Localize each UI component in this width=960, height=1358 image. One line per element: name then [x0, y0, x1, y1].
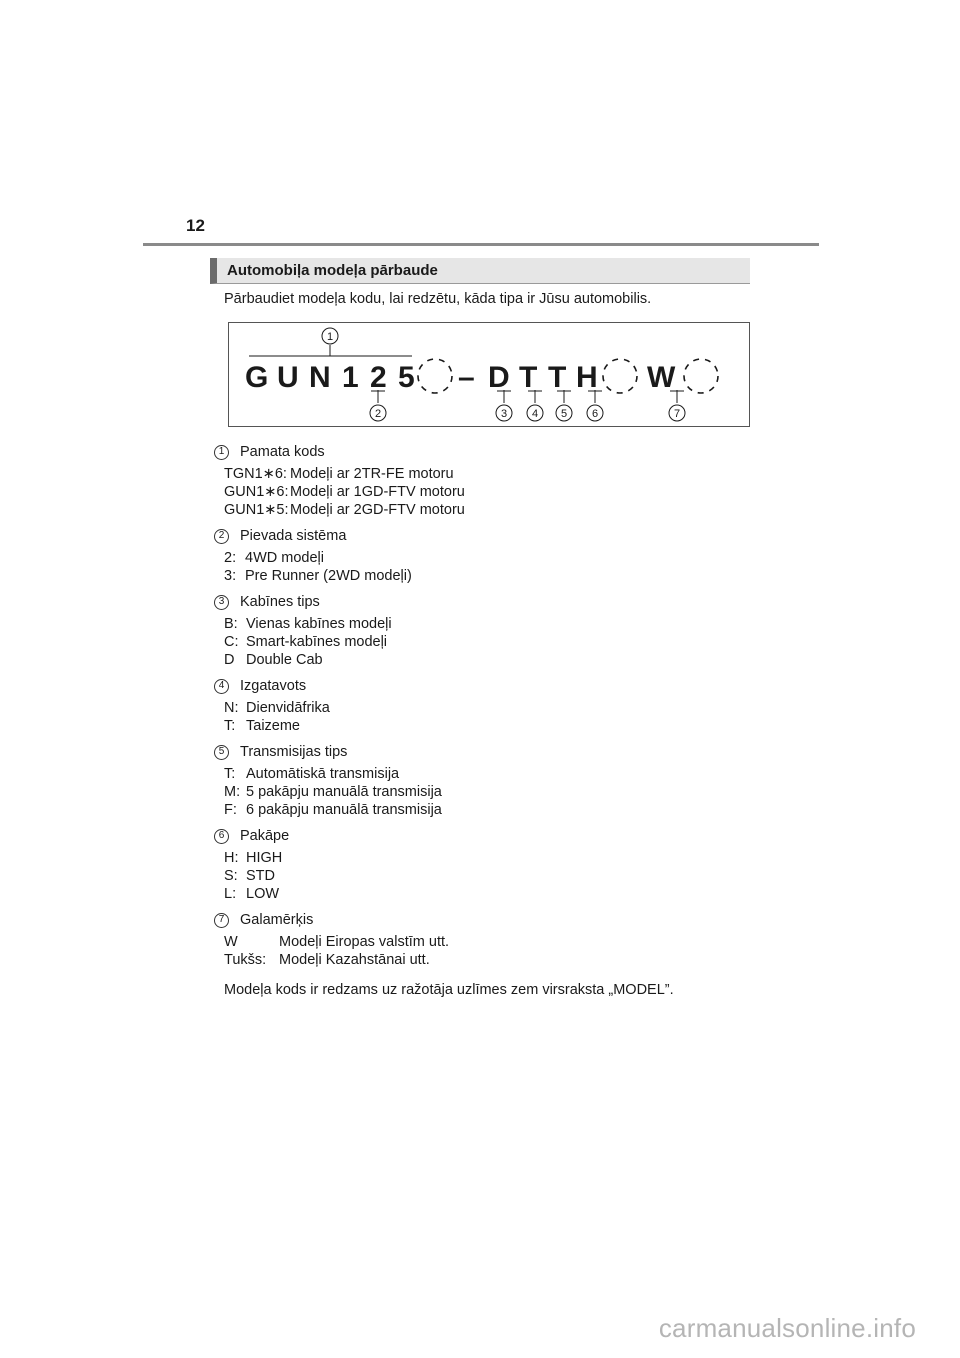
code-char-4: 1 [342, 361, 359, 394]
item-number-badge: 6 [214, 829, 229, 844]
item-title: Galamērķis [240, 912, 314, 928]
callout-1: 1 [326, 331, 334, 343]
item-title: Kabīnes tips [240, 594, 320, 610]
placeholder-circle-1 [418, 359, 452, 393]
list-item: W Modeļi Eiropas valstīm utt. [224, 934, 450, 950]
list-item: H: HIGH [224, 850, 283, 866]
code-char-d: D [488, 361, 510, 394]
item-destination [214, 910, 449, 970]
list-item: 3: Pre Runner (2WD modeļi) [224, 567, 412, 584]
list-item: L: LOW [224, 885, 280, 902]
item-title: Pamata kods [240, 444, 325, 460]
item-number-badge: 7 [214, 913, 229, 928]
header-divider [143, 243, 819, 246]
list-item: GUN1∗6: Modeļi ar 1GD-FTV motoru [224, 483, 465, 500]
item-number-badge: 2 [214, 529, 229, 544]
code-char-1: G [245, 361, 269, 394]
footer-note: Modeļa kods ir redzams uz ražotāja uzlīmes zem virsraksta „MODEL”. [224, 982, 674, 998]
watermark: carmanualsonline.info [658, 1313, 916, 1343]
item-manufactured [214, 676, 330, 736]
model-code-diagram [228, 322, 750, 427]
list-item: F: 6 pakāpju manuālā transmisija [224, 801, 442, 818]
item-cab-type [214, 592, 392, 669]
item-title: Izgatavots [240, 678, 307, 694]
item-number-badge: 5 [214, 745, 229, 760]
intro-text: Pārbaudiet modeļa kodu, lai redzētu, kāda tipa ir Jūsu automobilis. [224, 291, 652, 307]
callout-2: 2 [374, 408, 382, 420]
section-title: Automobiļa modeļa pārbaude [227, 262, 438, 279]
list-item: T: Automātiskā transmisija [224, 766, 400, 782]
item-number-badge: 3 [214, 595, 229, 610]
item-number-badge: 4 [214, 679, 229, 694]
callout-7: 7 [673, 408, 681, 420]
list-item: Tukšs: Modeļi Kazahstānai utt. [224, 951, 430, 968]
list-item: S: STD [224, 867, 275, 884]
code-char-w: W [647, 361, 676, 394]
list-item: TGN1∗6: Modeļi ar 2TR-FE motoru [224, 466, 454, 482]
code-char-3: N [309, 361, 331, 394]
page-number: 12 [186, 216, 205, 235]
list-item: D Double Cab [224, 651, 323, 668]
item-transmission-type [214, 742, 442, 819]
code-char-h: H [576, 361, 598, 394]
list-item: GUN1∗5: Modeļi ar 2GD-FTV motoru [224, 501, 465, 518]
placeholder-circle-2 [603, 359, 637, 393]
item-title: Pakāpe [240, 828, 290, 844]
code-char-t2: T [548, 361, 567, 394]
item-title: Transmisijas tips [240, 744, 348, 760]
item-base-code [214, 442, 465, 519]
callout-4: 4 [531, 408, 539, 420]
code-char-2: U [277, 361, 299, 394]
code-char-5: 2 [370, 361, 387, 394]
item-grade [214, 826, 289, 903]
list-item: T: Taizeme [224, 717, 300, 734]
list-item: N: Dienvidāfrika [224, 700, 330, 716]
list-item: B: Vienas kabīnes modeļi [224, 616, 392, 632]
code-char-6: 5 [398, 361, 415, 394]
list-item: 2: 4WD modeļi [224, 550, 324, 566]
callout-6: 6 [591, 408, 599, 420]
code-dash: – [458, 361, 475, 394]
list-item: M: 5 pakāpju manuālā transmisija [224, 783, 442, 800]
item-drive-system [214, 526, 412, 586]
code-char-t1: T [519, 361, 538, 394]
callout-5: 5 [560, 408, 568, 420]
item-title: Pievada sistēma [240, 528, 347, 544]
section-heading [210, 258, 750, 284]
callout-3: 3 [500, 408, 508, 420]
placeholder-circle-3 [684, 359, 718, 393]
list-item: C: Smart-kabīnes modeļi [224, 633, 388, 650]
item-number-badge: 1 [214, 445, 229, 460]
